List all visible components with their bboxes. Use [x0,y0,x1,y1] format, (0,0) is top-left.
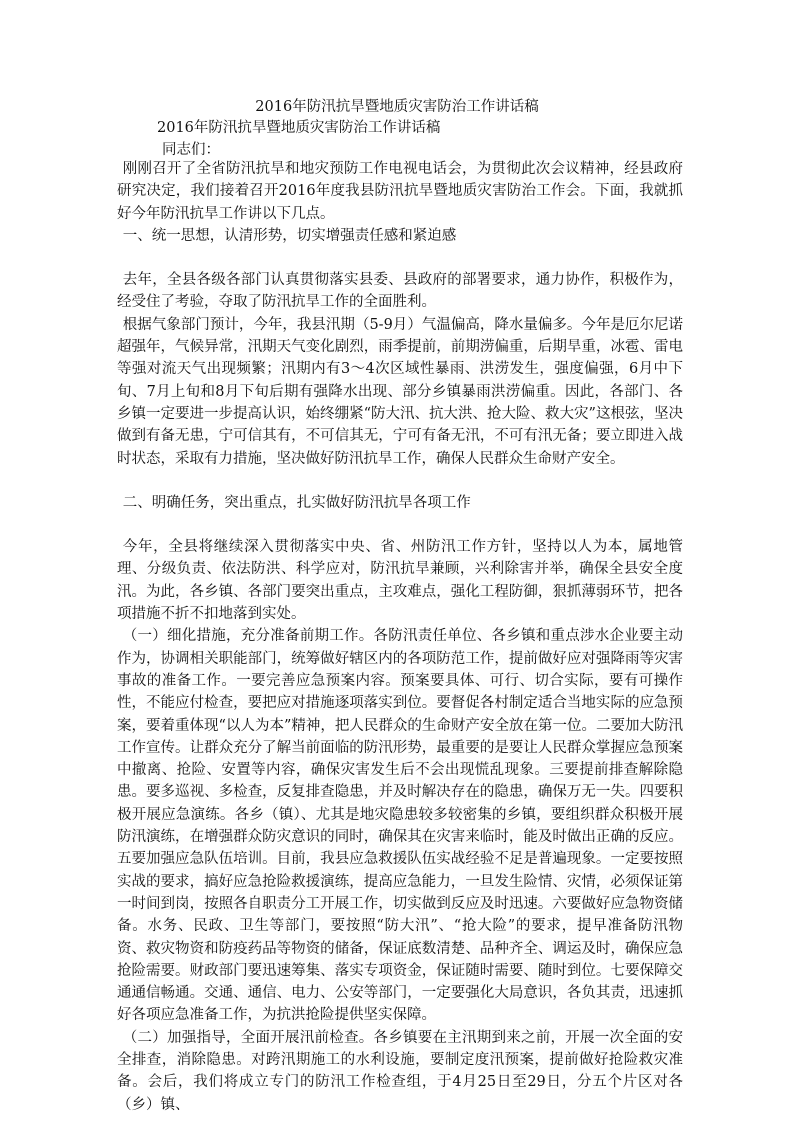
document-subtitle: 2016年防汛抗旱暨地质灾害防治工作讲话稿 [157,120,441,136]
document-title: 2016年防汛抗旱暨地质灾害防治工作讲话稿 [255,99,539,115]
greeting: 同志们： [162,142,220,158]
paragraph-spacer [117,514,683,536]
section-heading-2: 二、明确任务，突出重点，扎实做好防汛抗旱各项工作 [122,494,471,511]
paragraph: 去年，全县各级各部门认真贯彻落实县委、县政府的部署要求，通力协作，积极作为，经受住了考验，夺取了防汛抗旱工作的全面胜利。 [117,272,683,311]
paragraph-intro: 刚刚召开了全省防汛抗旱和地灾预防工作电视电话会，为贯彻此次会议精神，经县政府研究决定，我们接着召开2016年度我县防汛抗旱暨地质灾害防治工作会。下面，我就抓好今年防汛抗旱工作讲以下几点。 [117,161,683,222]
paragraph: 今年，全县将继续深入贯彻落实中央、省、州防汛工作方针，坚持以人为本，属地管理、分级负责、依法防洪、科学应对，防汛抗旱兼顾，兴利除害并举，确保全县安全度汛。为此，各乡镇、各部门要突出重点，主攻难点，强化工程防御，狠抓薄弱环节，把各项措施不折不扣地落到实处。 [117,539,683,623]
paragraph-spacer [117,470,683,492]
document-body [117,158,683,1116]
section-heading-1: 一、统一思想，认清形势，切实增强责任感和紧迫感 [122,227,457,244]
paragraph: （一）细化措施，充分准备前期工作。各防汛责任单位、各乡镇和重点涉水企业要主动作为，协调相关职能部门，统筹做好辖区内的各项防范工作，提前做好应对强降雨等灾害事故的准备工作。一要完善应急预案内容。预案要具体、可行、切合实际，要有可操作性，不能应付检查，要把应对措施逐项落实到位。要督促各村制定适合当地实际的应急预案，要着重体现“以人为本”精神，把人民群众的生命财产安全放在第一位。二要加大防汛工作宣传。让群众充分了解当前面临的防汛形势，最重要的是要让人民群众掌握应急预案中撤离、抢险、安置等内容，确保灾害发生后不会出现慌乱现象。三要提前排查解除隐患。要多巡视、多检查，反复排查隐患，并及时解决存在的隐患，确保万无一失。四要积极开展应急演练。各乡（镇）、尤其是地灾隐患较多较密集的乡镇，要组织群众积极开展防汛演练，在增强群众防灾意识的同时，确保其在灾害来临时，能及时做出正确的反应。五要加强应急队伍培训。目前，我县应急救援队伍实战经验不足是普遍现象。一定要按照实战的要求，搞好应急抢险救援演练，提高应急能力，一旦发生险情、灾情，必须保证第一时间到岗，按照各自职责分工开展工作，切实做到反应及时迅速。六要做好应急物资储备。水务、民政、卫生等部门，要按照“防大汛”、“抢大险”的要求，提早准备防汛物资、救灾物资和防疫药品等物资的储备，保证底数清楚、品种齐全、调运及时，确保应急抢险需要。财政部门要迅速筹集、落实专项资金，保证随时需要、随时到位。七要保障交通通信畅通。交通、通信、电力、公安等部门，一定要强化大局意识，各负其责，迅速抓好各项应急准备工作，为抗洪抢险提供坚实保障。 [117,628,683,1024]
paragraph: （二）加强指导，全面开展汛前检查。各乡镇要在主汛期到来之前，开展一次全面的安全排查，消除隐患。对跨汛期施工的水利设施，要制定度汛预案，提前做好抢险救灾准备。会后，我们将成立专门的防汛工作检查组，于4月25日至29日，分五个片区对各（乡）镇、 [117,1029,683,1113]
paragraph-spacer [117,247,683,269]
paragraph: 根据气象部门预计，今年，我县汛期（5-9月）气温偏高，降水量偏多。今年是厄尔尼诺超强年，气候异常，汛期天气变化剧烈，雨季提前，前期涝偏重，后期旱重，冰雹、雷电等强对流天气出现频繁；汛期内有3～4次区域性暴雨、洪涝发生，强度偏强，6月中下旬、7月上旬和8月下旬后期有强降水出现、部分乡镇暴雨洪涝偏重。因此，各部门、各乡镇一定要进一步提高认识，始终绷紧“防大汛、抗大洪、抢大险、救大灾”这根弦，坚决做到有备无患，宁可信其有，不可信其无，宁可有备无汛，不可有汛无备；要立即进入战时状态，采取有力措施，坚决做好防汛抗旱工作，确保人民群众生命财产安全。 [117,316,683,467]
